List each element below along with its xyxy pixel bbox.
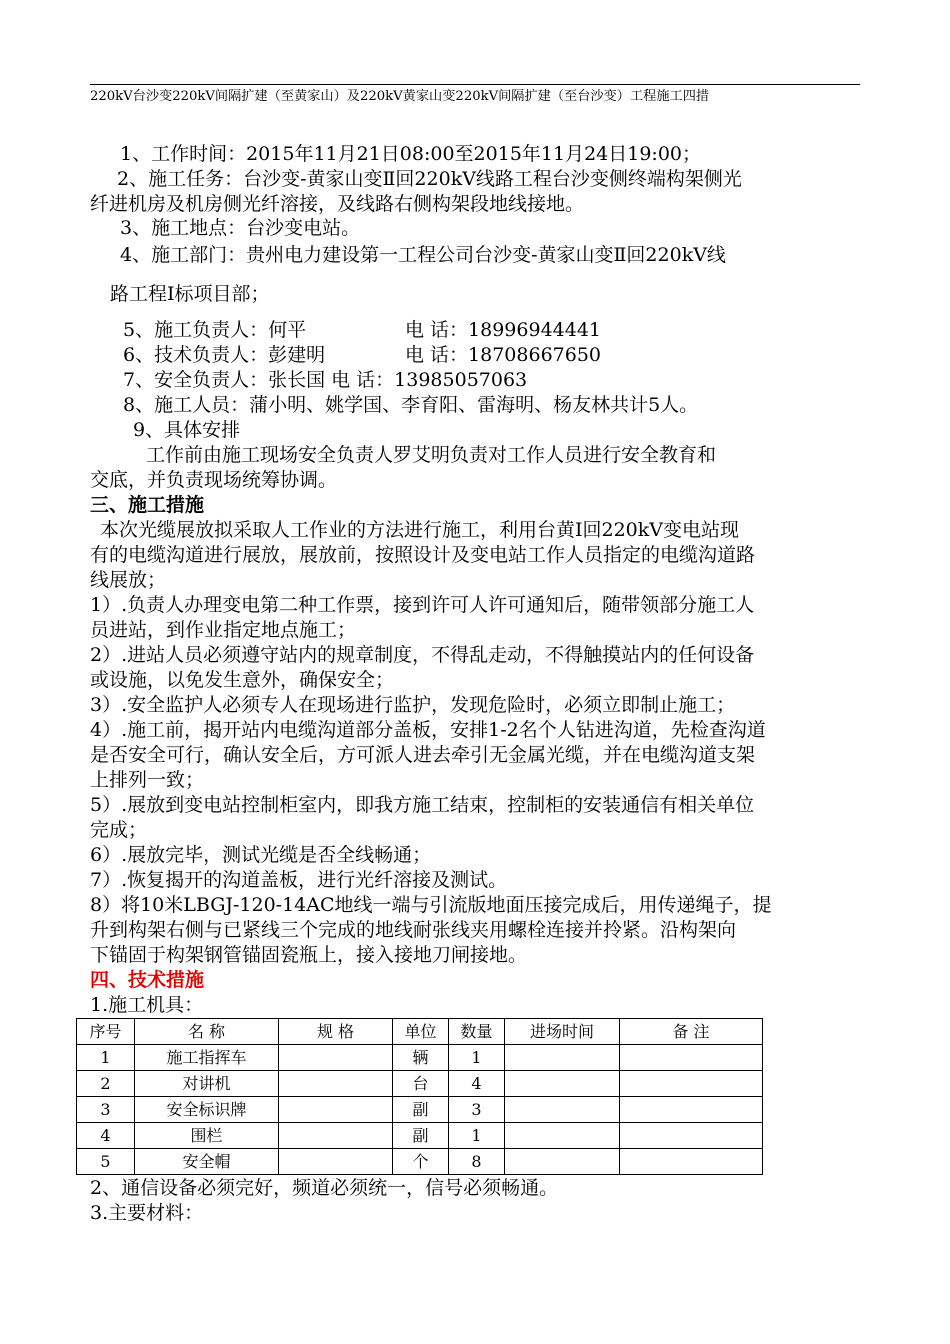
- technical-lead-phone: 电 话：18708667650: [405, 344, 602, 366]
- cell-unit: 辆: [393, 1045, 449, 1071]
- cell-name: 对讲机: [135, 1071, 279, 1097]
- tools-subheading: 1.施工机具：: [90, 994, 204, 1016]
- cell-spec: [279, 1045, 393, 1071]
- step-6: 6）.展放完毕，测试光缆是否全线畅通；: [90, 844, 432, 866]
- intro-line-2: 有的电缆沟道进行展放，展放前，按照设计及变电站工作人员指定的电缆沟道路: [90, 544, 756, 566]
- cell-name: 安全帽: [135, 1149, 279, 1175]
- cell-unit: 台: [393, 1071, 449, 1097]
- section-4-heading: 四、技术措施: [90, 969, 205, 991]
- col-header-name: 名 称: [135, 1019, 279, 1045]
- cell-quantity: 1: [449, 1045, 505, 1071]
- step-2-line-2: 或设施，以免发生意外，确保安全；: [90, 669, 395, 691]
- cell-spec: [279, 1123, 393, 1149]
- table-row: [77, 1045, 763, 1071]
- step-5-line-2: 完成；: [90, 819, 148, 841]
- step-1-line-1: 1）.负责人办理变电第二种工作票，接到许可人许可通知后，随带领部分施工人: [90, 594, 755, 616]
- col-header-index: 序号: [77, 1019, 135, 1045]
- task-line-1: 2、施工任务：台沙变-黄家山变Ⅱ回220kV线路工程台沙变侧终端构架侧光: [117, 168, 742, 190]
- step-8-line-1: 8）将10米LBGJ-120-14AC地线一端与引流版地面压接完成后，用传递绳子，提: [90, 894, 772, 916]
- cell-entry-time: [505, 1097, 620, 1123]
- cell-index: 2: [77, 1071, 135, 1097]
- cell-notes: [620, 1097, 763, 1123]
- cell-entry-time: [505, 1123, 620, 1149]
- materials-subheading: 3.主要材料：: [90, 1202, 204, 1224]
- cell-unit: 个: [393, 1149, 449, 1175]
- step-8-line-2: 升到构架右侧与已紧线三个完成的地线耐张线夹用螺栓连接并拎紧。沿构架向: [90, 919, 737, 941]
- construction-staff: 8、施工人员：蒲小明、姚学国、李育阳、雷海明、杨友林共计5人。: [123, 394, 699, 416]
- cell-notes: [620, 1149, 763, 1175]
- step-4-line-3: 上排列一致；: [90, 769, 205, 791]
- col-header-entry-time: 进场时间: [505, 1019, 620, 1045]
- intro-line-1: 本次光缆展放拟采取人工作业的方法进行施工，利用台黄Ⅰ回220kV变电站现: [100, 519, 740, 541]
- col-header-unit: 单位: [393, 1019, 449, 1045]
- col-header-quantity: 数量: [449, 1019, 505, 1045]
- cell-unit: 副: [393, 1123, 449, 1149]
- document-header: 220kV台沙变220kV间隔扩建（至黄家山）及220kV黄家山变220kV间隔扩建（至台沙变）工程施工四措: [90, 89, 710, 104]
- step-3: 3）.安全监护人必须专人在现场进行监护，发现危险时，必须立即制止施工；: [90, 694, 736, 716]
- construction-lead: 5、施工负责人：何平: [123, 319, 307, 341]
- cell-spec: [279, 1071, 393, 1097]
- arrangement-line-1: 工作前由施工现场安全负责人罗艾明负责对工作人员进行安全教育和: [146, 444, 717, 466]
- section-3-heading: 三、施工措施: [90, 494, 205, 516]
- step-2-line-1: 2）.进站人员必须遵守站内的规章制度，不得乱走动，不得触摸站内的任何设备: [90, 644, 755, 666]
- col-header-notes: 备 注: [620, 1019, 763, 1045]
- cell-name: 围栏: [135, 1123, 279, 1149]
- step-1-line-2: 员进站，到作业指定地点施工；: [90, 619, 357, 641]
- table-row: [77, 1097, 763, 1123]
- intro-line-3: 线展放；: [90, 569, 167, 591]
- cell-entry-time: [505, 1071, 620, 1097]
- cell-notes: [620, 1071, 763, 1097]
- safety-lead: 7、安全负责人：张长国 电 话：13985057063: [123, 369, 528, 391]
- cell-entry-time: [505, 1045, 620, 1071]
- dept-line-1: 4、施工部门：贵州电力建设第一工程公司台沙变-黄家山变Ⅱ回220kV线: [120, 244, 726, 266]
- cell-name: 安全标识牌: [135, 1097, 279, 1123]
- cell-index: 4: [77, 1123, 135, 1149]
- table-header-row: [77, 1019, 763, 1045]
- cell-unit: 副: [393, 1097, 449, 1123]
- step-4-line-2: 是否安全可行，确认安全后，方可派人进去牵引无金属光缆，并在电缆沟道支架: [90, 744, 756, 766]
- cell-quantity: 1: [449, 1123, 505, 1149]
- table-row: [77, 1123, 763, 1149]
- cell-quantity: 3: [449, 1097, 505, 1123]
- cell-entry-time: [505, 1149, 620, 1175]
- dept-line-2: 路工程Ⅰ标项目部；: [110, 283, 270, 305]
- header-rule: [90, 84, 860, 85]
- cell-spec: [279, 1149, 393, 1175]
- cell-index: 5: [77, 1149, 135, 1175]
- cell-quantity: 8: [449, 1149, 505, 1175]
- cell-notes: [620, 1123, 763, 1149]
- step-4-line-1: 4）.施工前，揭开站内电缆沟道部分盖板，安排1-2名个人钻进沟道，先检查沟道: [90, 719, 766, 741]
- tools-table: [76, 1018, 763, 1175]
- arrangement-line-2: 交底，并负责现场统筹协调。: [90, 469, 338, 491]
- arrangement-title: 9、具体安排: [133, 419, 241, 441]
- cell-index: 3: [77, 1097, 135, 1123]
- step-7: 7）.恢复揭开的沟道盖板，进行光纤溶接及测试。: [90, 869, 508, 891]
- task-line-2: 纤进机房及机房侧光纤溶接，及线路右侧构架段地线接地。: [90, 193, 585, 215]
- technical-lead: 6、技术负责人：彭建明: [123, 344, 326, 366]
- construction-lead-phone: 电 话：18996944441: [405, 319, 602, 341]
- step-8-line-3: 下锚固于构架钢管锚固瓷瓶上，接入接地刀闸接地。: [90, 944, 528, 966]
- cell-quantity: 4: [449, 1071, 505, 1097]
- cell-index: 1: [77, 1045, 135, 1071]
- step-5-line-1: 5）.展放到变电站控制柜室内，即我方施工结束，控制柜的安装通信有相关单位: [90, 794, 755, 816]
- work-time: 1、工作时间：2015年11月21日08:00至2015年11月24日19:00；: [120, 143, 702, 165]
- col-header-spec: 规 格: [279, 1019, 393, 1045]
- cell-spec: [279, 1097, 393, 1123]
- cell-notes: [620, 1045, 763, 1071]
- comms-requirement: 2、通信设备必须完好，频道必须统一，信号必须畅通。: [90, 1177, 559, 1199]
- cell-name: 施工指挥车: [135, 1045, 279, 1071]
- table-row: [77, 1071, 763, 1097]
- table-row: [77, 1149, 763, 1175]
- work-location: 3、施工地点：台沙变电站。: [120, 217, 361, 239]
